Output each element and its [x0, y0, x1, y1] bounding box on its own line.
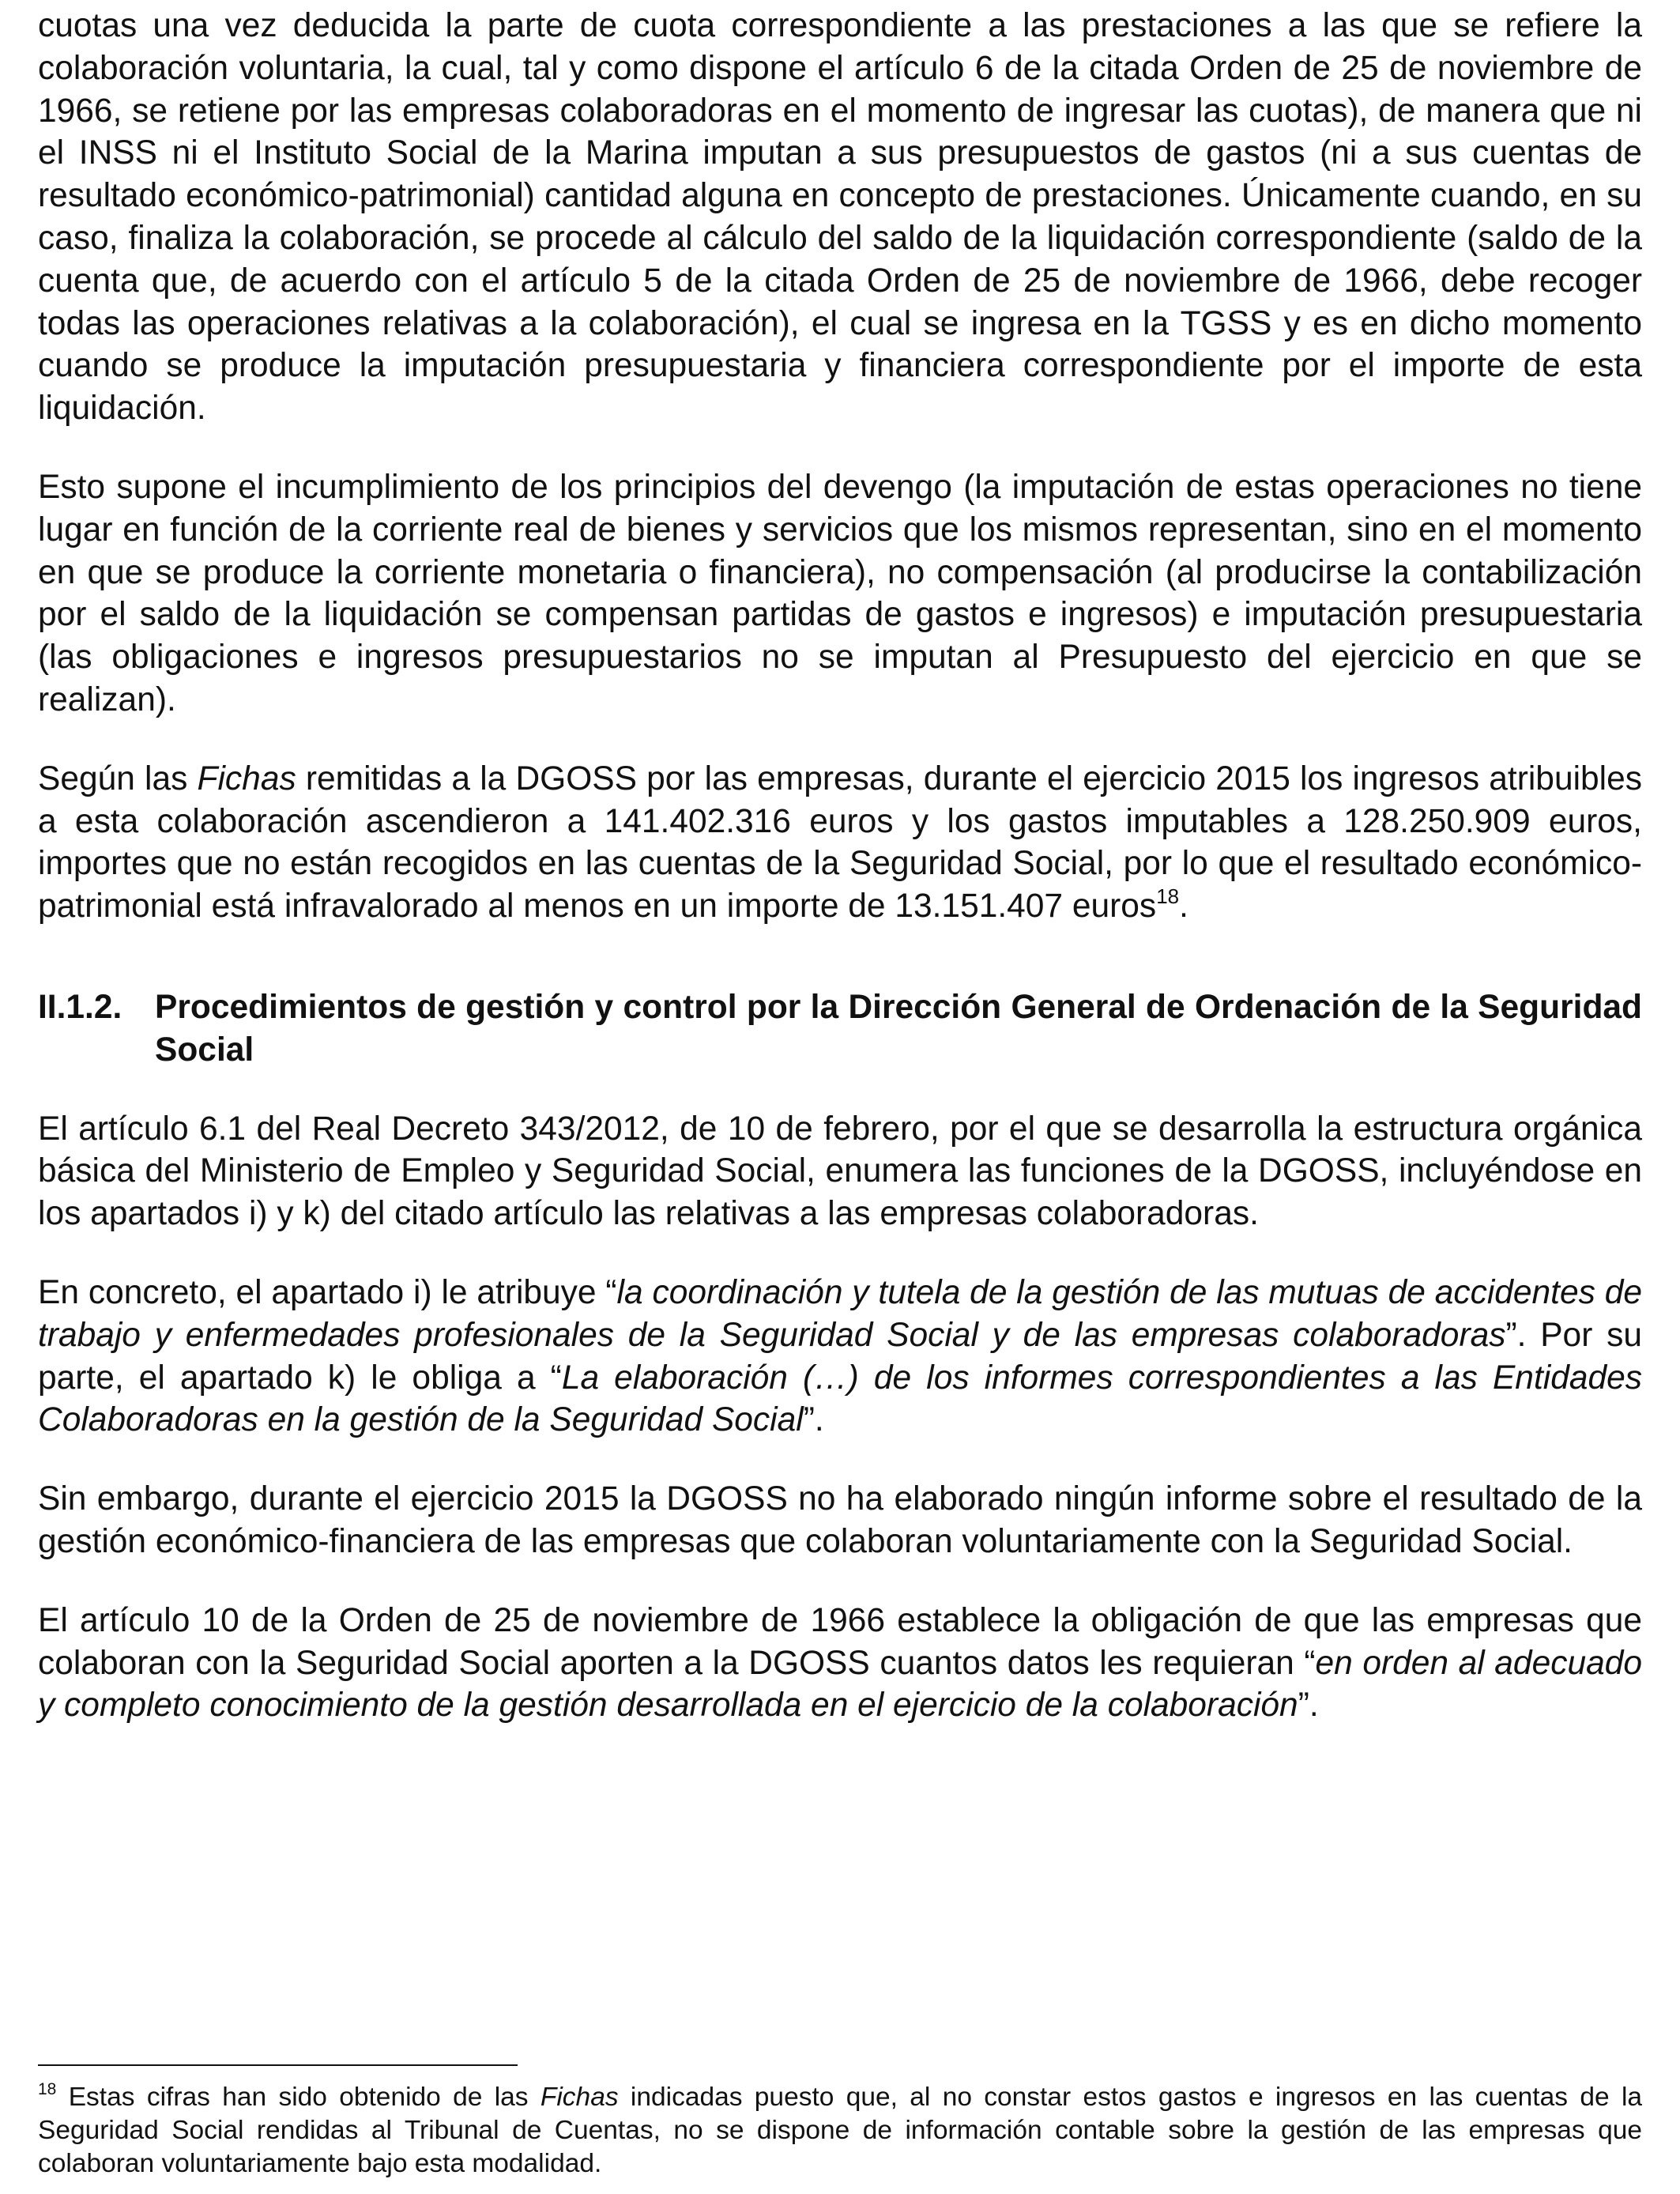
- footnote-text: indicadas puesto que, al no constar estos gastos e ingresos en las cuentas de la Seguridad Social rendidas al Tribunal de Cuentas, no se dispone de información contable sobre la gestión de las empresas que colaboran voluntariamente bajo esta modalidad.: [38, 2083, 1643, 2178]
- paragraph-text: remitidas a la DGOSS por las empresas, durante el ejercicio 2015 los ingresos atribuibles a esta colaboración ascendieron a 141.402.316 euros y los gastos imputables a 128.250.909 euros, importes que no están recogidos en las cuentas de la Seguridad Social, por lo que el resultado económico-patrimonial está infravalorado al menos en un importe de 13.151.407 euros: [38, 760, 1642, 925]
- footnote-18: [38, 2081, 1642, 2181]
- paragraph-text: ”.: [1298, 1687, 1319, 1725]
- paragraph-sin-embargo: Sin embargo, durante el ejercicio 2015 la DGOSS no ha elaborado ningún informe sobre el resultado de la gestión económico-financiera de las empresas que colaboran voluntariamente con la Seguridad Social.: [38, 1480, 1642, 1560]
- section-heading: [38, 986, 1642, 1072]
- paragraph-principios-devengo: Esto supone el incumplimiento de los principios del devengo (la imputación de estas operaciones no tiene lugar en función de la corriente real de bienes y servicios que los mismos representan, sino en el momento en que se produce la corriente monetaria o financiera), no compensación (al producirse la contabilización por el saldo de la liquidación se compensan partidas de gastos e ingresos) e imputación presupuestaria (las obligaciones e ingresos presupuestarios no se imputan al Presupuesto del ejercicio en que se realizan).: [38, 468, 1642, 718]
- paragraph-cuotas: cuotas una vez deducida la parte de cuota correspondiente a las prestaciones a las que se refiere la colaboración voluntaria, la cual, tal y como dispone el artículo 6 de la citada Orden de 25 de noviembre de 1966, se retiene por las empresas colaboradoras en el momento de ingresar las cuotas), de manera que ni el INSS ni el Instituto Social de la Marina imputan a sus presupuestos de gastos (ni a sus cuentas de resultado económico-patrimonial) cantidad alguna en concepto de prestaciones. Únicamente cuando, en su caso, finaliza la colaboración, se procede al cálculo del saldo de la liquidación correspondiente (saldo de la cuenta que, de acuerdo con el artículo 5 de la citada Orden de 25 de noviembre de 1966, debe recoger todas las operaciones relativas a la colaboración), el cual se ingresa en la TGSS y es en dicho momento cuando se produce la imputación presupuestaria y financiera correspondiente por el importe de esta liquidación.: [38, 7, 1642, 428]
- italic-quote: en orden al adecuado y completo conocimiento de la gestión desarrollada en el ejercicio de la colaboración: [38, 1644, 1643, 1725]
- italic-term: Fichas: [540, 2083, 619, 2112]
- section-number: II.1.2.: [38, 988, 122, 1026]
- paragraph-fichas-ingresos: [38, 758, 1642, 928]
- section-title: Procedimientos de gestión y control por la Dirección General de Ordenación de la Seguridad Social: [155, 988, 1642, 1069]
- italic-quote: La elaboración (…) de los informes correspondientes a las Entidades Colaboradoras en la gestión de la Seguridad Social: [38, 1359, 1642, 1439]
- document-page: [38, 5, 1642, 1727]
- footnote-text: Estas cifras han sido obtenido de las: [56, 2083, 541, 2112]
- paragraph-text: ”.: [803, 1401, 824, 1439]
- paragraph-text: En concreto, el apartado i) le atribuye “: [38, 1273, 617, 1311]
- paragraph-apartado-i: [38, 1272, 1642, 1442]
- paragraph-real-decreto: El artículo 6.1 del Real Decreto 343/2012, de 10 de febrero, por el que se desarrolla la estructura orgánica básica del Ministerio de Empleo y Seguridad Social, enumera las funciones de la DGOSS, incluyéndose en los apartados i) y k) del citado artículo las relativas a las empresas colaboradoras.: [38, 1110, 1642, 1233]
- paragraph-text: El artículo 10 de la Orden de 25 de noviembre de 1966 establece la obligación de que las empresas que colaboran con la Seguridad Social aporten a la DGOSS cuantos datos les requieran “: [38, 1601, 1642, 1682]
- footnote-divider: [38, 2064, 518, 2066]
- italic-term: Fichas: [197, 760, 296, 797]
- footnote-number: 18: [38, 2080, 57, 2098]
- footnote-reference[interactable]: 18: [1156, 884, 1180, 909]
- paragraph-text: Según las: [38, 760, 198, 797]
- paragraph-text: ”. Por su parte, el apartado k) le obliga a “: [38, 1316, 1642, 1397]
- italic-quote: la coordinación y tutela de la gestión de las mutuas de accidentes de trabajo y enfermedades profesionales de la Seguridad Social y de las empresas colaboradoras: [38, 1273, 1642, 1354]
- paragraph-articulo-10: [38, 1600, 1642, 1727]
- paragraph-text: .: [1179, 888, 1188, 925]
